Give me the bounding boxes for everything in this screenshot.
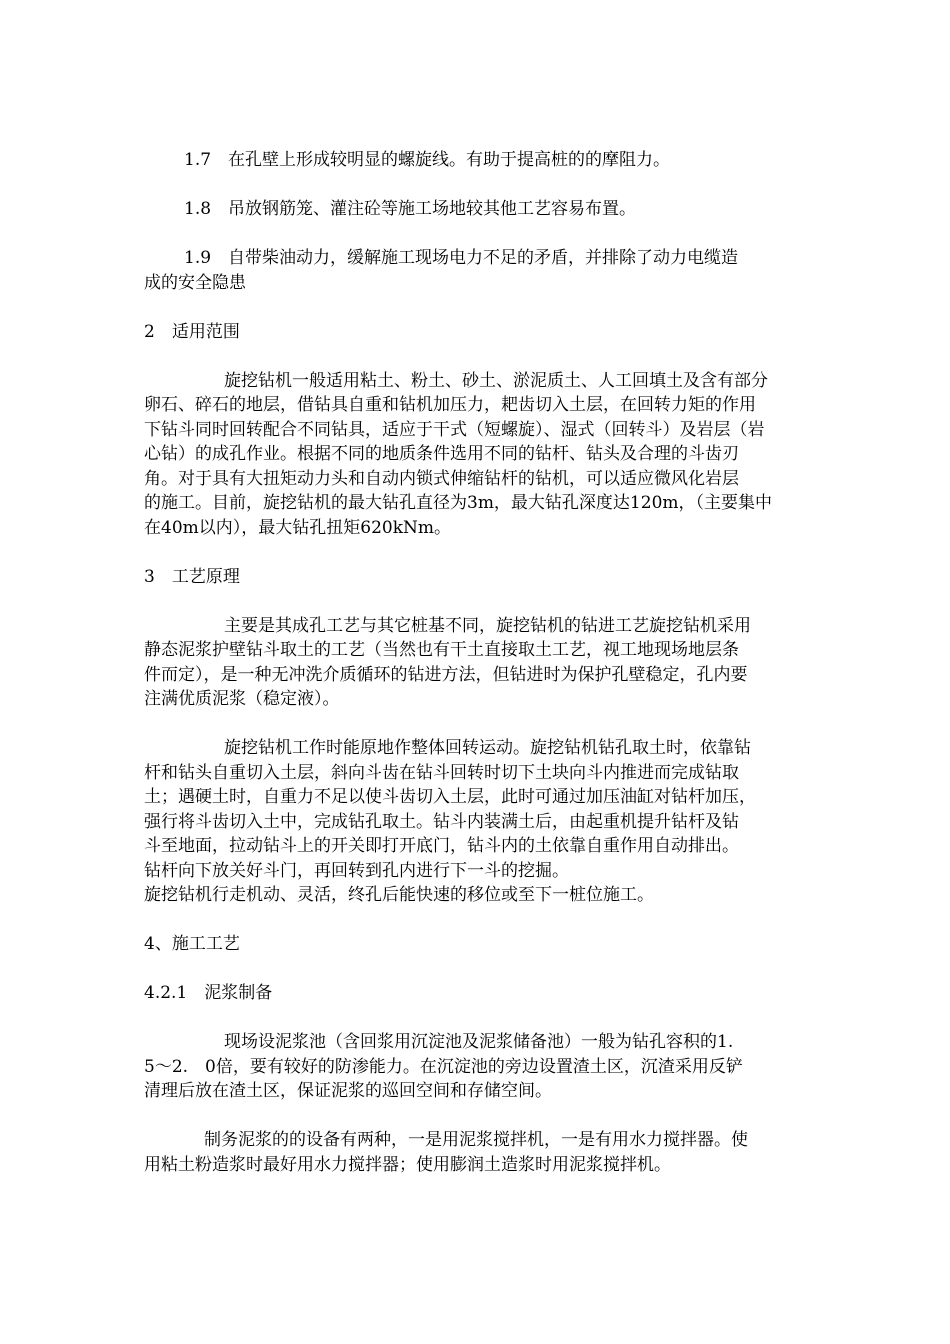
text-line: 1.9 自带柴油动力，缓解施工现场电力不足的矛盾，并排除了动力电缆造 — [184, 248, 739, 268]
text-line: 强行将斗齿切入土中，完成钻孔取土。钻斗内装满土后，由起重机提升钻杆及钻 — [144, 811, 739, 832]
text-line: 静态泥浆护壁钻斗取土的工艺（当然也有干土直接取土工艺，视工地现场地层条 — [144, 640, 739, 660]
paragraph-principle-2 — [144, 736, 814, 908]
text-line: 在40m以内），最大钻孔扭矩620kNm。 — [144, 517, 451, 538]
text-line: 下钻斗同时回转配合不同钻具，适应于干式（短螺旋）、湿式（回转斗）及岩层（岩 — [144, 419, 765, 440]
text-line: 旋挖钻机工作时能原地作整体回转运动。旋挖钻机钻孔取土时，依靠钻 — [224, 738, 751, 758]
text-line: 的施工。目前，旋挖钻机的最大钻孔直径为3m，最大钻孔深度达120m，（主要集中 — [144, 493, 773, 513]
paragraph-mud-equipment — [144, 1128, 814, 1177]
text-line: 旋挖钻机一般适用粘土、粉土、砂土、淤泥质土、人工回填土及含有部分 — [224, 370, 768, 391]
paragraph-mud-pool — [144, 1030, 814, 1104]
paragraph-principle-1 — [144, 614, 814, 712]
section-heading-2: 2 适用范围 — [144, 321, 240, 342]
text-line: 注满优质泥浆（稳定液）。 — [144, 689, 340, 709]
text-line: 心钻）的成孔作业。根据不同的地质条件选用不同的钻杆、钻头及合理的斗齿刃 — [144, 444, 739, 464]
document-body — [144, 148, 814, 1177]
text-line: 用粘土粉造浆时最好用水力搅拌器；使用膨润土造浆时用泥浆搅拌机。 — [144, 1154, 671, 1175]
text-line: 主要是其成孔工艺与其它桩基不同，旋挖钻机的钻进工艺旋挖钻机采用 — [224, 615, 751, 636]
text-line: 1.8 吊放钢筋笼、灌注砼等施工场地较其他工艺容易布置。 — [184, 199, 637, 219]
text-line: 杆和钻头自重切入土层，斜向斗齿在钻斗回转时切下土块向斗内推进而完成钻取 — [144, 762, 739, 783]
paragraph-1-7 — [144, 148, 814, 173]
text-line: 5～2. 0倍，要有较好的防渗能力。在沉淀池的旁边设置渣土区，沉渣采用反铲 — [144, 1056, 743, 1077]
text-line: 角。对于具有大扭矩动力头和自动内锁式伸缩钻杆的钻机，可以适应微风化岩层 — [144, 468, 739, 489]
text-line: 制务泥浆的的设备有两种，一是用泥浆搅拌机，一是有用水力搅拌器。使 — [204, 1130, 748, 1150]
text-line: 钻杆向下放关好斗门，再回转到孔内进行下一斗的挖掘。 — [144, 860, 569, 881]
text-line: 旋挖钻机行走机动、灵活，终孔后能快速的移位或至下一桩位施工。 — [144, 885, 654, 905]
paragraph-scope — [144, 369, 814, 541]
paragraph-1-9 — [144, 246, 814, 295]
text-line: 斗至地面，拉动钻斗上的开关即打开底门，钻斗内的土依靠自重作用自动排出。 — [144, 836, 739, 856]
text-line: 1.7 在孔壁上形成较明显的螺旋线。有助于提高桩的的摩阻力。 — [184, 150, 671, 170]
text-line: 卵石、碎石的地层，借钻具自重和钻机加压力，耙齿切入土层，在回转力矩的作用 — [144, 395, 756, 415]
text-line: 清理后放在渣土区，保证泥浆的巡回空间和存储空间。 — [144, 1081, 552, 1101]
text-line: 件而定），是一种无冲洗介质循环的钻进方法，但钻进时为保护孔壁稳定，孔内要 — [144, 664, 748, 685]
section-heading-3: 3 工艺原理 — [144, 566, 240, 587]
text-line: 成的安全隐患 — [144, 272, 246, 293]
text-line: 现场设泥浆池（含回浆用沉淀池及泥浆储备池）一般为钻孔容积的1. — [224, 1032, 734, 1052]
section-heading-4: 4、施工工艺 — [144, 934, 240, 954]
paragraph-1-8 — [144, 197, 814, 222]
text-line: 土；遇硬土时，自重力不足以使斗齿切入土层，此时可通过加压油缸对钻杆加压， — [144, 787, 756, 807]
subsection-heading-4-2-1: 4.2.1 泥浆制备 — [144, 983, 273, 1003]
